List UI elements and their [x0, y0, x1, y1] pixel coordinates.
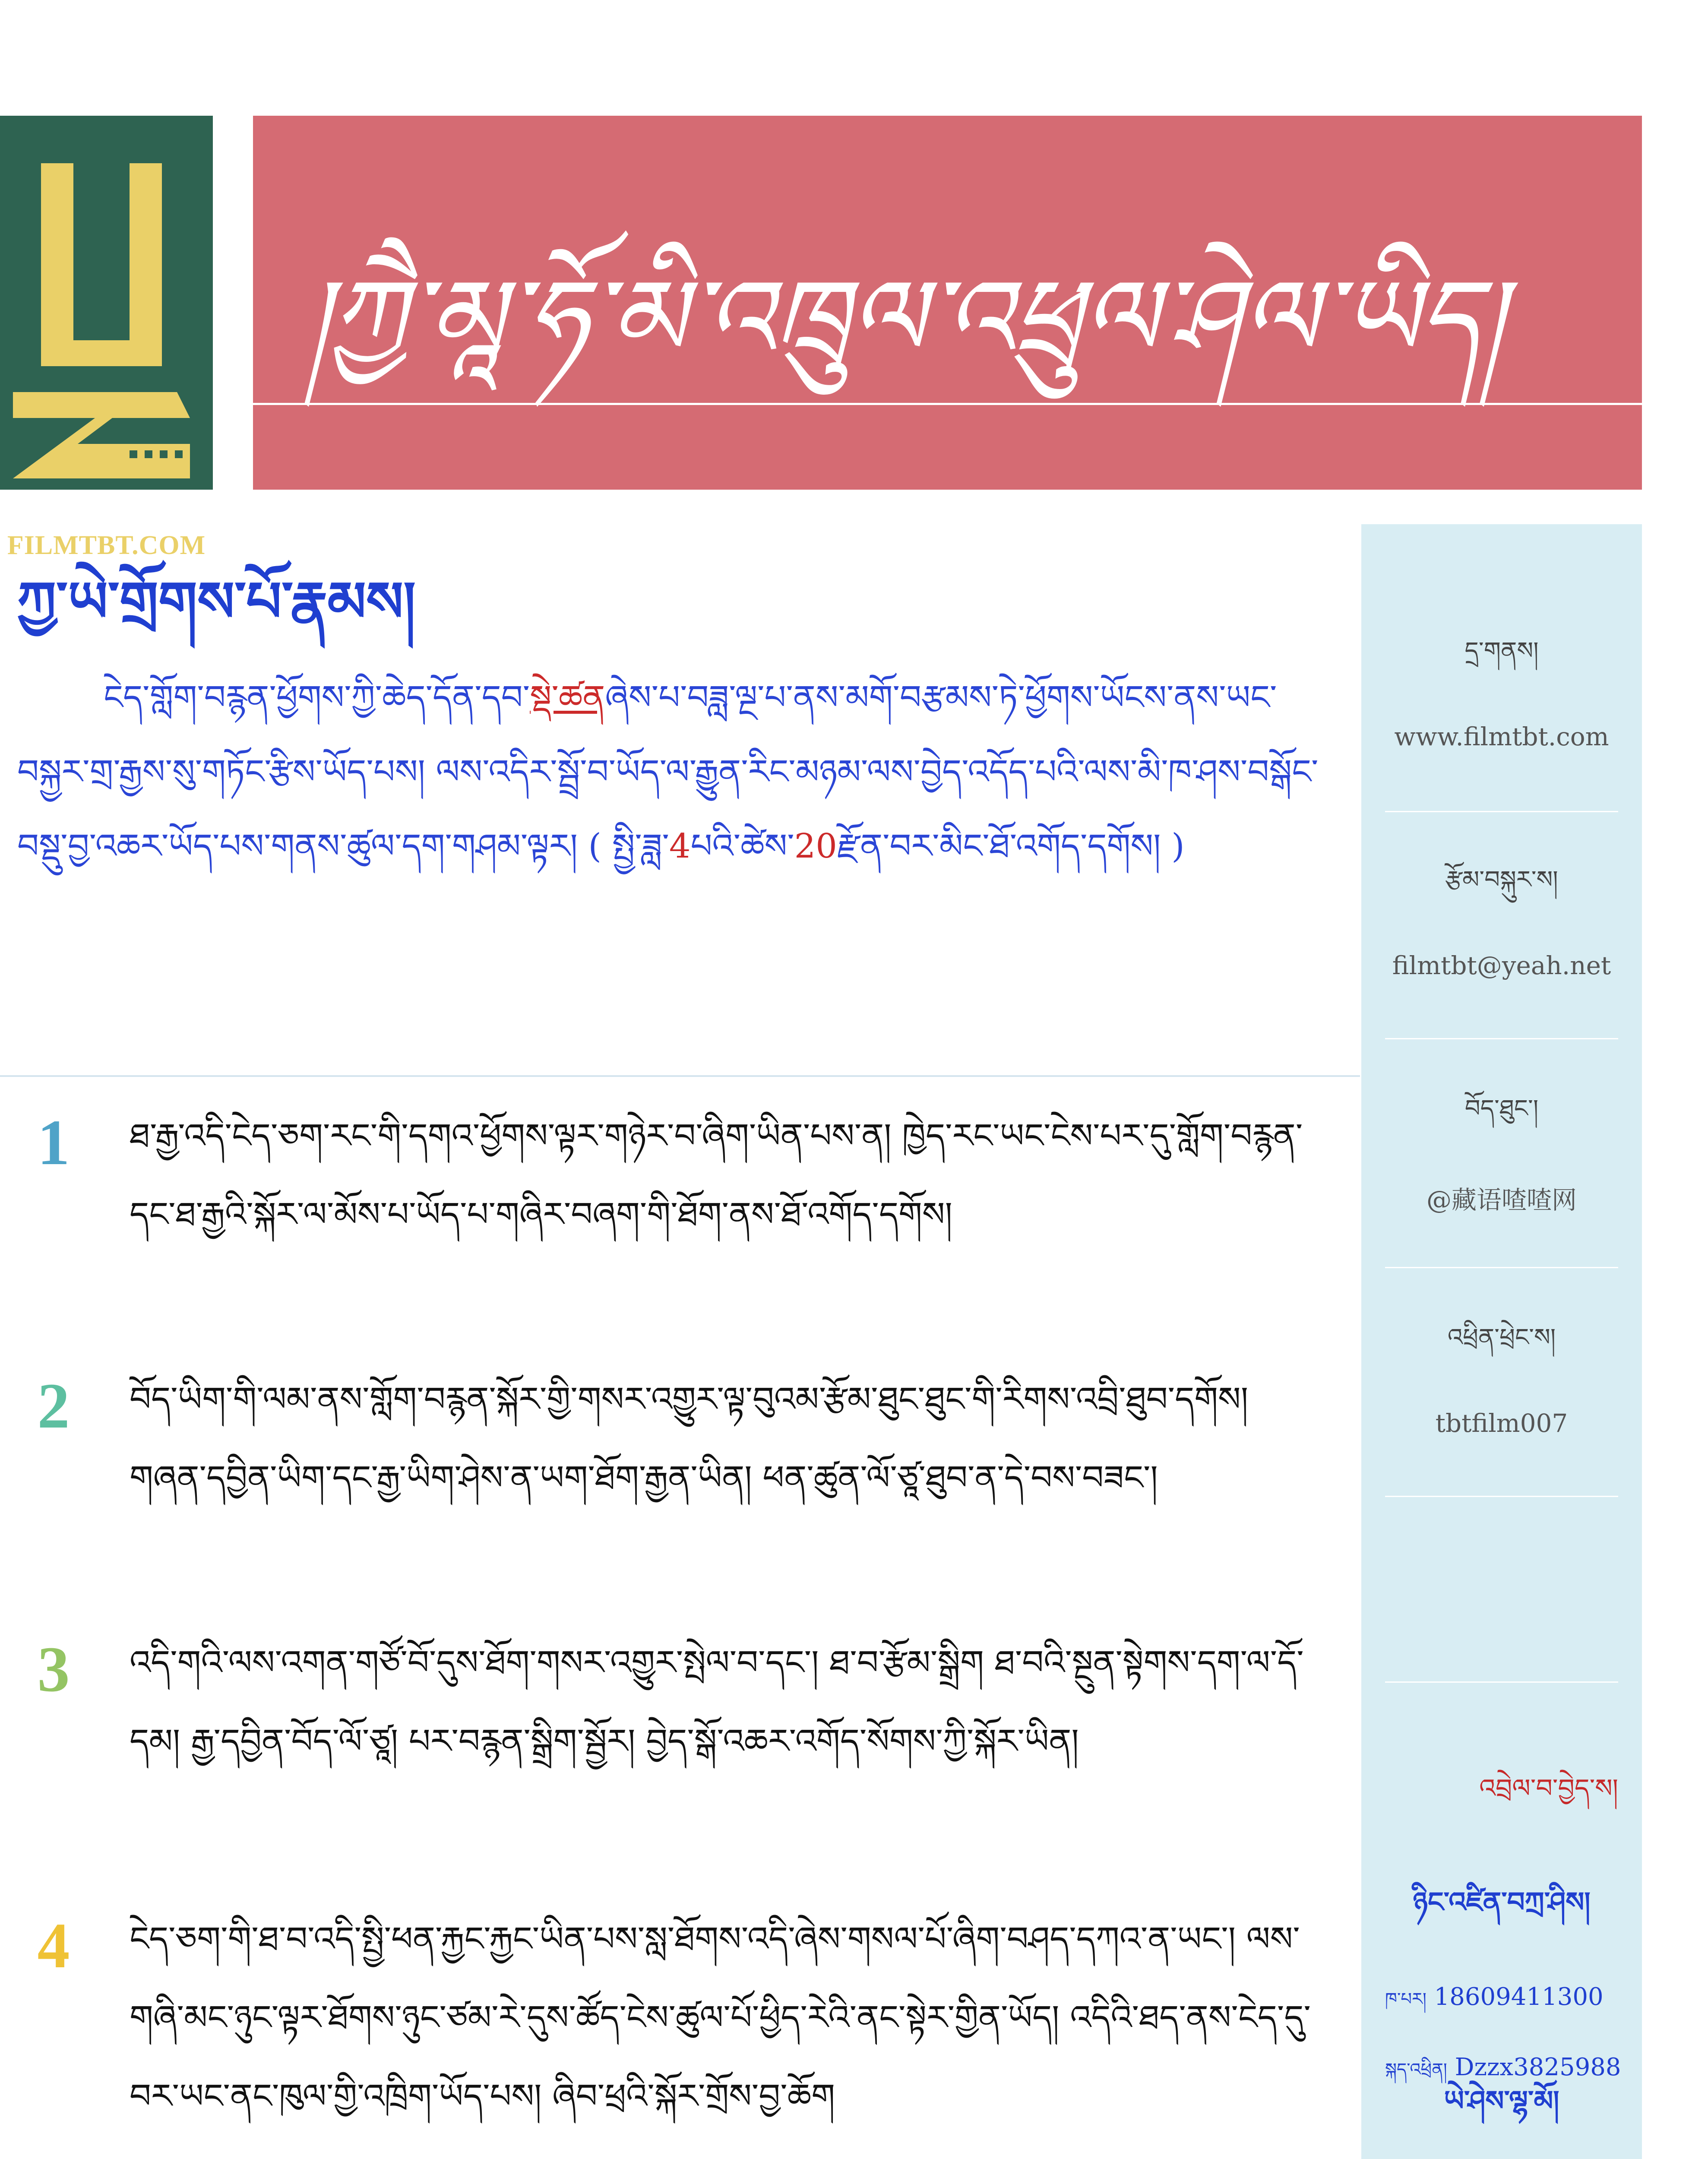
sidebar-weibo [1361, 1081, 1642, 1216]
film-logo-icon [0, 116, 213, 490]
item-number: 3 [37, 1633, 70, 1705]
email-label: རྩོམ་བསྐུར་ས། [1445, 866, 1558, 894]
intro-text-2: ཞེས་པ་བཟླ་ལྔ་པ་ནས་མགོ་བརྩམས་ཏེ་ཕྱོགས་ཡོངས་ནས་ཡང་བསྐྱར་གྲ་རྒྱས་སུ་གཏོང་རྩིས་ཡོད་པས། ལས་འདིར་སྦྲོ་བ་ཡོད་ལ་རྒྱུན་རིང་མཉམ་ལས་བྱེད་འདོད་པའི་ལས་མི་ཁ་ཤས་བསྒོང་བསྡུ་བྱ་འཆར་ཡོད་པས་གནས་ཚུལ་དག་གཤམ་ལྟར། ( སྤྱི་ཟླ་ [17, 678, 1319, 866]
sidebar-divider [1385, 1681, 1618, 1683]
item-number: 4 [37, 1910, 70, 1982]
contact-2-name: ཡེ་ཤེས་ལྷ་མོ། [1444, 2085, 1559, 2117]
item-text: ངེད་ཅག་གི་ཐ་བ་འདི་སྤྱི་ཕན་རྐྱང་རྐྱང་ཡིན་པས་སླ་ཐོགས་འདི་ཞེས་གསལ་པོ་ཞིག་བཤད་དཀའ་ན་ཡང་། ལས་གཞི་མང་ཉུང་ལྟར་ཐོགས་ཉུང་ཙམ་རེ་དུས་ཚོད་ངེས་ཚུལ་པོ་ཕྱིད་རེའི་ནང་སྟེར་གྱིན་ཡོད། འདིའི་ཐད་ནས་ངེད་དུ་བར་ཡང་ནང་ཁུལ་གྱི་འཁྲིག་ཡོད་པས། ཞིབ་ཕྲའི་སྐོར་གྲོས་བྱ་ཆོག [130, 1920, 1311, 2116]
item-text: འདི་གའི་ལས་འགན་གཙོ་བོ་དུས་ཐོག་གསར་འགྱུར་སྤེལ་བ་དང་། ཐ་བ་རྩོམ་སྒྲིག ཐ་བའི་སྔུན་སྟེགས་དག་ལ་དོ་དམ། རྒྱ་དབྱིན་བོད་ལོ་ཙཱ། པར་བརྙན་སྒྲིག་སྦྱོར། བྱེད་སྒོ་འཆར་འགོད་སོགས་ཀྱི་སྐོར་ཡིན། [130, 1643, 1304, 1761]
weibo-label: བོད་ཐུང་། [1464, 1095, 1539, 1123]
email-link[interactable]: filmtbt@yeah.net [1392, 951, 1611, 980]
contact-1 [1361, 1871, 1642, 2099]
sidebar-divider [1385, 1267, 1618, 1268]
header-banner [253, 116, 1642, 490]
intro-text-4: རྫོན་བར་མིང་ཐོ་འགོད་དགོས། ) [837, 827, 1185, 866]
intro-month: 4 [669, 827, 691, 866]
contact-1-wechat[interactable]: Dzzx3825988 [1455, 2053, 1621, 2081]
intro-day: 20 [794, 827, 837, 866]
wechat-id[interactable]: tbtfilm007 [1435, 1409, 1568, 1438]
site-logo [0, 116, 213, 560]
page-title: ཀྱ་ཡེ་གྲོགས་པོ་རྣམས། [17, 570, 416, 634]
sidebar-divider [1385, 1038, 1618, 1039]
intro-text-1: ངེད་གློག་བརྙན་ཕྱོགས་ཀྱི་ཆེད་དོན་དབ་ [104, 678, 530, 717]
website-label: དྲ་གནས། [1464, 637, 1539, 665]
logo-site-text: FILMTBT.COM [7, 531, 206, 560]
wechat-label: འཕྲིན་ཕྲེང་ས། [1447, 1323, 1556, 1352]
sidebar-website [1361, 624, 1642, 751]
banner-title: །ཀྱཻ་མཱ་ཧོ་མི་འཁྲུལ་འཕྲུལ་ཤེལ་ཡིད། [305, 256, 1504, 381]
sidebar-divider [1385, 1496, 1618, 1497]
contact-1-name: ཉིང་འཛིན་བཀྲ་ཤིས། [1413, 1886, 1591, 1918]
item-text: ཐ་རྒྱ་འདི་ངེད་ཅག་རང་གི་དགའ་ཕྱོགས་ལྟར་གཉེར་བ་ཞིག་ཡིན་པས་ན། ཁྱེད་རང་ཡང་ངེས་པར་དུ་གློག་བརྙན་དང་ཐ་རྒྱའི་སྐོར་ལ་མོས་པ་ཡོད་པ་གཞིར་བཞག་གི་ཐོག་ནས་ཐོ་འགོད་དགོས། [130, 1117, 1303, 1234]
contact-1-phone[interactable]: 18609411300 [1434, 1983, 1604, 2011]
item-number: 1 [37, 1107, 70, 1178]
intro-text-3: པའི་ཚེས་ [690, 827, 794, 866]
contact-1-phone-label: ཁ་པར། [1385, 1989, 1426, 2009]
sidebar-divider [1385, 811, 1618, 812]
contact-heading-text: འབྲེལ་བ་བྱེད་ས། [1479, 1773, 1618, 1804]
sidebar-email [1361, 852, 1642, 980]
item-text: བོད་ཡིག་གི་ལམ་ནས་གློག་བརྙན་སྐོར་གྱི་གསར་འགྱུར་ལྟ་བུའམ་རྩོམ་ཐུང་ཐུང་གི་རིགས་འབྲི་ཐུབ་དགོས། གཞན་དབྱིན་ཡིག་དང་རྒྱ་ཡིག་ཤེས་ན་ཡག་ཐོག་རྒྱན་ཡིན། ཕན་ཚུན་ལོ་ཙཱ་ཐུབ་ན་དེ་བས་བཟང་། [130, 1380, 1249, 1497]
sidebar [1361, 524, 1642, 2159]
item-number: 2 [37, 1370, 70, 1442]
weibo-handle[interactable]: @藏语喳喳网 [1426, 1185, 1577, 1215]
contact-1-wechat-label: སྐད་འཕྲིན། [1385, 2060, 1447, 2080]
intro-highlight: སྡེ་ཚན [530, 678, 605, 717]
contact-2 [1361, 2070, 1642, 2159]
banner-divider [253, 403, 1642, 405]
contact-heading [1361, 1759, 1642, 1832]
website-link[interactable]: www.filmtbt.com [1394, 722, 1609, 751]
intro-divider [0, 1075, 1360, 1077]
intro-paragraph [17, 661, 1330, 883]
sidebar-wechat [1361, 1310, 1642, 1438]
